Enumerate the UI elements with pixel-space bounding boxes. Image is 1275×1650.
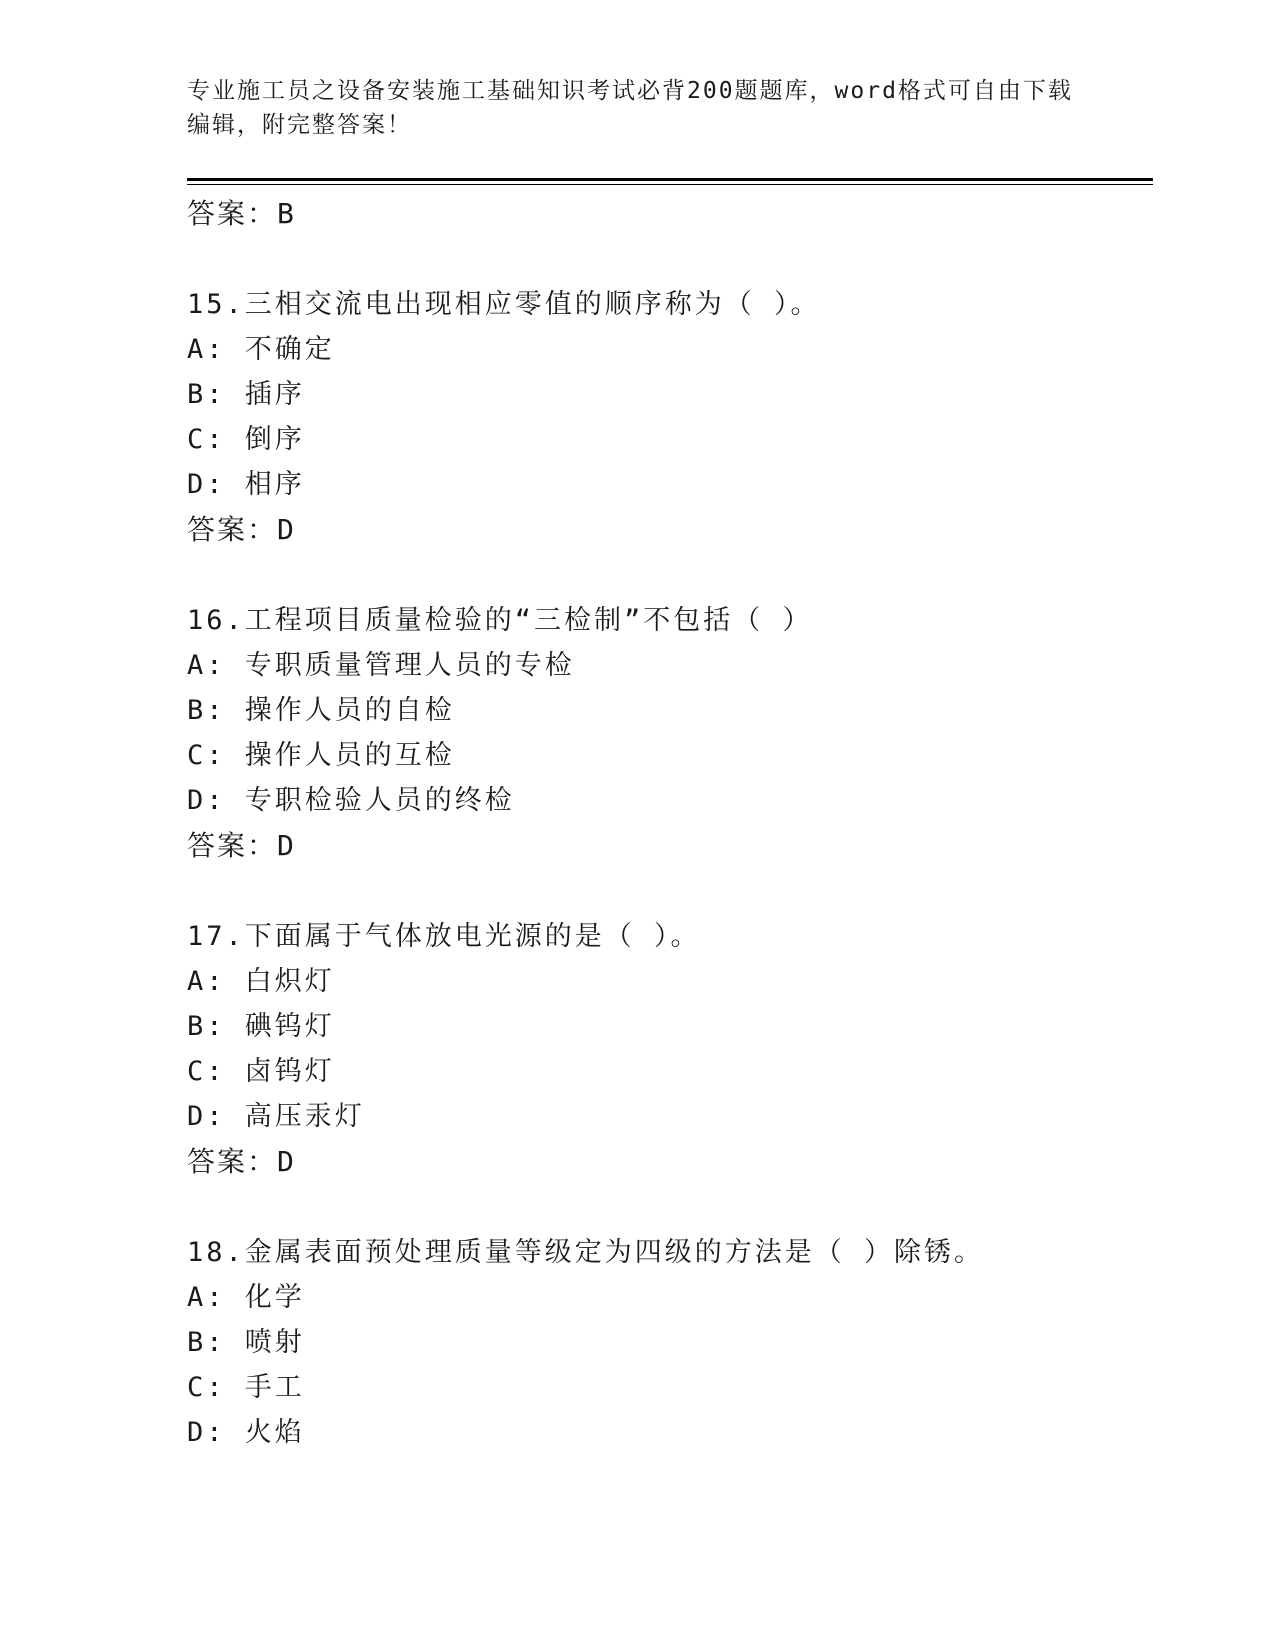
option-b: B: 操作人员的自检 (187, 695, 455, 726)
answer-value: D (277, 1145, 296, 1178)
question-16 (187, 598, 1147, 868)
option-d: D: 火焰 (187, 1417, 305, 1448)
option-b: B: 插序 (187, 379, 305, 410)
question-18 (187, 1230, 1147, 1455)
option-c: C: 操作人员的互检 (187, 740, 455, 771)
answer-value: B (277, 197, 296, 230)
answer-line (187, 823, 1147, 868)
option-d: D: 专职检验人员的终检 (187, 785, 515, 816)
option-c: C: 卤钨灯 (187, 1056, 335, 1087)
option-a: A: 白炽灯 (187, 966, 335, 997)
option-a: A: 不确定 (187, 334, 335, 365)
option-d: D: 相序 (187, 469, 305, 500)
question-list (187, 191, 1147, 1455)
answer-label: 答案： (187, 513, 278, 546)
answer-line (187, 1139, 1147, 1184)
answer-label: 答案： (187, 197, 278, 230)
document-header (187, 74, 1087, 142)
question-15 (187, 282, 1147, 552)
option-d: D: 高压汞灯 (187, 1101, 365, 1132)
question-17 (187, 914, 1147, 1184)
header-line-2: 编辑，附完整答案！ (187, 112, 412, 138)
question-text: 16.工程项目质量检验的“三检制”不包括（ ） (187, 605, 813, 636)
option-a: A: 化学 (187, 1282, 305, 1313)
answer-value: D (277, 513, 296, 546)
question-text: 17.下面属于气体放电光源的是（ ）。 (187, 921, 701, 952)
option-b: B: 碘钨灯 (187, 1011, 335, 1042)
option-c: C: 倒序 (187, 424, 305, 455)
option-b: B: 喷射 (187, 1327, 305, 1358)
question-text: 15.三相交流电出现相应零值的顺序称为（ ）。 (187, 289, 821, 320)
answer-line (187, 191, 1147, 236)
answer-line (187, 507, 1147, 552)
header-line-1: 专业施工员之设备安装施工基础知识考试必背200题题库，word格式可自由下载 (187, 78, 1073, 104)
option-c: C: 手工 (187, 1372, 305, 1403)
header-divider-thick (187, 178, 1153, 181)
answer-label: 答案： (187, 1145, 278, 1178)
header-divider-thin (187, 184, 1153, 185)
option-a: A: 专职质量管理人员的专检 (187, 650, 575, 681)
answer-label: 答案： (187, 829, 278, 862)
question-text: 18.金属表面预处理质量等级定为四级的方法是（ ）除锈。 (187, 1237, 985, 1268)
answer-value: D (277, 829, 296, 862)
